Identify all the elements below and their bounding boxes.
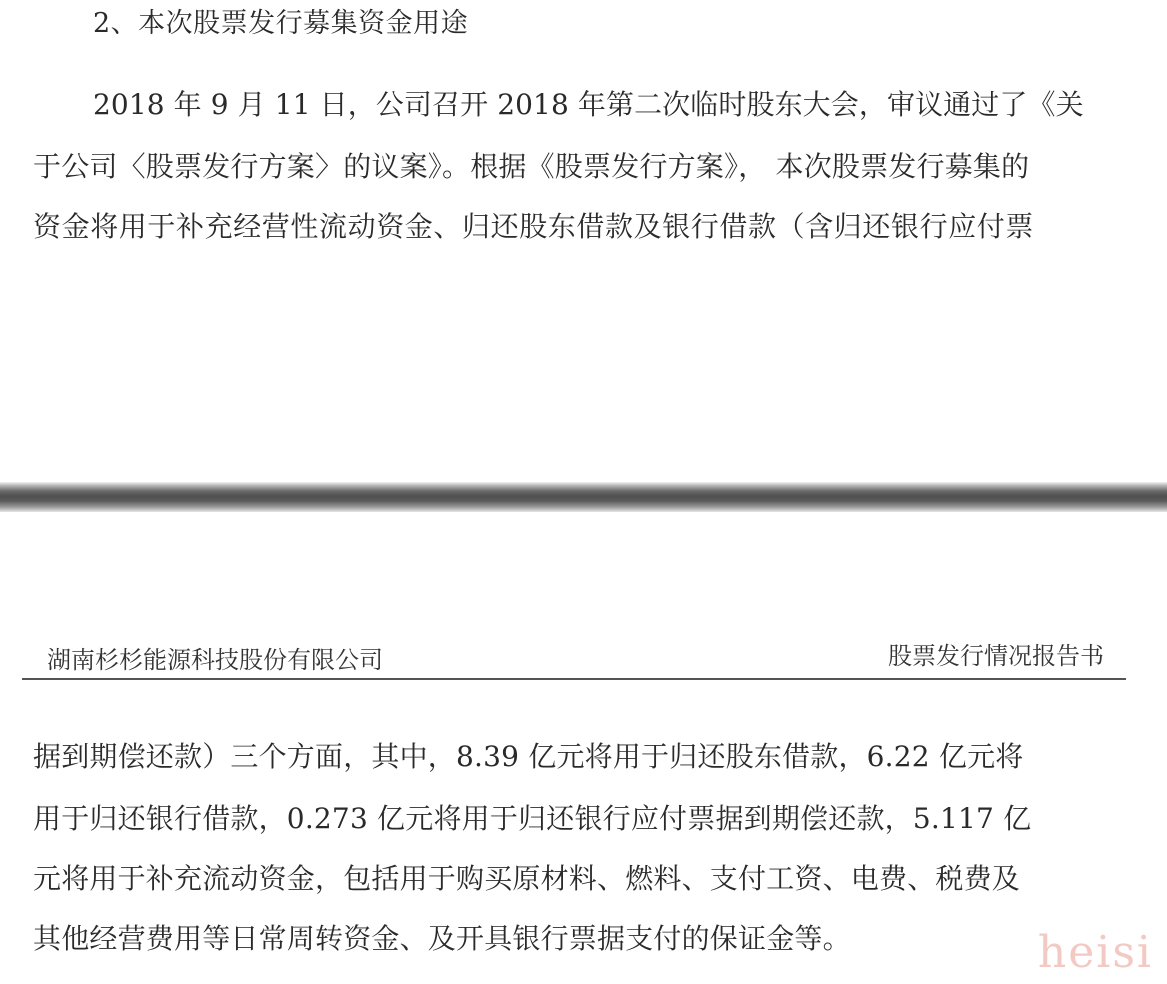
paragraph-line: 据到期偿还款）三个方面，其中，8.39 亿元将用于归还股东借款，6.22 亿元将 — [33, 740, 1024, 773]
paragraph-line: 元将用于补充流动资金，包括用于购买原材料、燃料、支付工资、电费、税费及 — [33, 862, 1021, 895]
paragraph-line: 资金将用于补充经营性流动资金、归还股东借款及银行借款（含归还银行应付票 — [33, 210, 1035, 243]
paragraph-line: 其他经营费用等日常周转资金、及开具银行票据支付的保证金等。 — [33, 922, 851, 955]
paragraph-line: 于公司〈股票发行方案〉的议案》。根据《股票发行方案》， 本次股票发行募集的 — [33, 150, 1030, 183]
section-heading: 2、本次股票发行募集资金用途 — [93, 8, 469, 39]
document-page-top — [0, 0, 1167, 482]
watermark: heisi — [1037, 927, 1153, 978]
paragraph-line: 用于归还银行借款，0.273 亿元将用于归还银行应付票据到期偿还款，5.117 亿 — [33, 802, 1032, 835]
header-company-name: 湖南杉杉能源科技股份有限公司 — [47, 646, 383, 674]
running-header — [22, 638, 1126, 680]
page-separator — [0, 482, 1167, 512]
header-document-title: 股票发行情况报告书 — [888, 642, 1104, 670]
document-page-bottom — [0, 512, 1167, 984]
paragraph-line: 2018 年 9 月 11 日，公司召开 2018 年第二次临时股东大会，审议通过了《关 — [93, 88, 1084, 121]
